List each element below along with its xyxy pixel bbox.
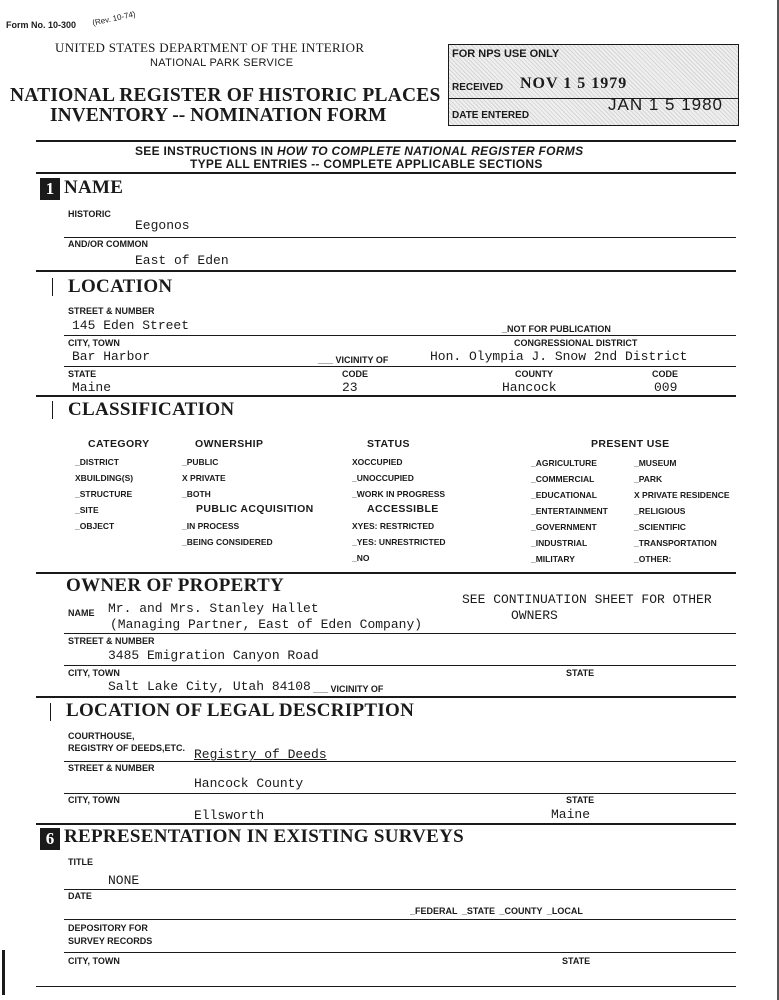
legal-street-label: STREET & NUMBER xyxy=(68,763,155,773)
category-option: _DISTRICT xyxy=(75,457,119,467)
ownership-heading: OWNERSHIP xyxy=(195,438,264,450)
section-rule xyxy=(36,270,736,272)
rule xyxy=(64,889,736,890)
county-label: COUNTY xyxy=(515,369,553,379)
survey-city-label: CITY, TOWN xyxy=(68,956,120,966)
historic-value: Eegonos xyxy=(135,218,190,233)
service-name: NATIONAL PARK SERVICE xyxy=(150,57,294,69)
owner-vicinity-of: ___ VICINITY OF xyxy=(313,684,384,694)
category-option: XBUILDING(S) xyxy=(75,473,134,483)
section-title-name: NAME xyxy=(64,177,124,198)
accessible-option: _NO xyxy=(352,553,370,563)
section-number-1: 1 xyxy=(40,178,60,200)
use-option: _PARK xyxy=(634,474,663,484)
vicinity-of: ___ VICINITY OF xyxy=(318,355,389,365)
owner-street-label: STREET & NUMBER xyxy=(68,636,155,646)
ownership-option: _BOTH xyxy=(182,489,211,499)
section-title-owner: OWNER OF PROPERTY xyxy=(66,575,285,596)
form-revision: (Rev. 10-74) xyxy=(91,9,137,28)
depository-label: DEPOSITORY FOR xyxy=(68,923,148,933)
historic-label: HISTORIC xyxy=(68,209,111,219)
use-option: _AGRICULTURE xyxy=(531,458,597,468)
acquisition-option: _BEING CONSIDERED xyxy=(182,537,273,547)
survey-records-label: SURVEY RECORDS xyxy=(68,936,153,946)
status-option: _UNOCCUPIED xyxy=(352,473,414,483)
status-option: XOCCUPIED xyxy=(352,457,403,467)
continuation-note-2: OWNERS xyxy=(511,608,558,623)
county-value: Hancock xyxy=(502,380,557,395)
survey-state-label: STATE xyxy=(562,956,591,966)
public-acquisition-heading: PUBLIC ACQUISITION xyxy=(196,503,314,515)
use-option: _EDUCATIONAL xyxy=(531,490,597,500)
section-rule xyxy=(36,823,736,825)
survey-date-label: DATE xyxy=(68,891,92,901)
legal-state-label: STATE xyxy=(566,795,595,805)
instructions-line-1: SEE INSTRUCTIONS IN HOW TO COMPLETE NATIONAL REGISTER FORMS xyxy=(135,144,584,158)
use-option: _COMMERCIAL xyxy=(531,474,595,484)
section-rule xyxy=(36,572,736,574)
use-option: _MUSEUM xyxy=(634,458,677,468)
form-number: Form No. 10-300 xyxy=(6,20,77,30)
rule xyxy=(64,366,736,367)
use-option: _GOVERNMENT xyxy=(531,522,597,532)
county-code-label: CODE xyxy=(652,369,679,379)
state-value: Maine xyxy=(72,380,112,395)
state-label: STATE xyxy=(68,369,97,379)
header-rule xyxy=(36,140,736,142)
legal-state-value: Maine xyxy=(551,807,591,822)
date-entered-label: DATE ENTERED xyxy=(452,110,530,121)
category-heading: CATEGORY xyxy=(88,438,150,450)
use-option: _INDUSTRIAL xyxy=(531,538,588,548)
use-option: _RELIGIOUS xyxy=(634,506,686,516)
legal-city-label: CITY, TOWN xyxy=(68,795,120,805)
section-title-legal-description: LOCATION OF LEGAL DESCRIPTION xyxy=(66,700,415,721)
survey-levels: _FEDERAL _STATE _COUNTY _LOCAL xyxy=(410,906,583,916)
owner-state-label: STATE xyxy=(566,668,595,678)
registry-label: REGISTRY OF DEEDS,ETC. xyxy=(68,743,186,753)
street-value: 145 Eden Street xyxy=(72,318,190,333)
not-for-publication: _NOT FOR PUBLICATION xyxy=(502,324,611,334)
ownership-option: X PRIVATE xyxy=(182,473,226,483)
category-option: _OBJECT xyxy=(75,521,115,531)
section-rule xyxy=(36,395,736,397)
use-option: _MILITARY xyxy=(531,554,575,564)
common-name-label: AND/OR COMMON xyxy=(68,239,148,249)
section-marker xyxy=(52,278,53,296)
owner-name-value: Mr. and Mrs. Stanley Hallet xyxy=(108,601,319,616)
received-stamp: NOV 1 5 1979 xyxy=(520,75,628,92)
form-subtitle: INVENTORY -- NOMINATION FORM xyxy=(50,105,387,126)
rule xyxy=(64,633,736,634)
acquisition-option: _IN PROCESS xyxy=(182,521,240,531)
street-label: STREET & NUMBER xyxy=(68,306,155,316)
state-code-value: 23 xyxy=(342,380,358,395)
bottom-rule xyxy=(36,986,736,987)
owner-city-value: Salt Lake City, Utah 84108 xyxy=(108,679,311,694)
section-number-6: 6 xyxy=(40,828,60,850)
owner-street-value: 3485 Emigration Canyon Road xyxy=(108,648,319,663)
use-option: _TRANSPORTATION xyxy=(634,538,717,548)
use-option: X PRIVATE RESIDENCE xyxy=(634,490,730,500)
status-heading: STATUS xyxy=(367,438,410,450)
status-option: _WORK IN PROGRESS xyxy=(352,489,446,499)
received-label: RECEIVED xyxy=(452,82,504,93)
scan-edge-mark xyxy=(2,950,5,995)
instructions-line-2: TYPE ALL ENTRIES -- COMPLETE APPLICABLE SECTIONS xyxy=(190,157,543,171)
form-title: NATIONAL REGISTER OF HISTORIC PLACES xyxy=(10,85,441,106)
present-use-heading: PRESENT USE xyxy=(591,438,670,450)
survey-title-label: TITLE xyxy=(68,857,93,867)
legal-street-value: Hancock County xyxy=(194,776,304,791)
state-code-label: CODE xyxy=(342,369,369,379)
courthouse-value: Registry of Deeds xyxy=(194,747,327,762)
ownership-option: _PUBLIC xyxy=(182,457,219,467)
survey-title-value: NONE xyxy=(108,873,140,888)
use-option: _SCIENTIFIC xyxy=(634,522,686,532)
nps-use-title: FOR NPS USE ONLY xyxy=(452,48,560,60)
common-name-value: East of Eden xyxy=(135,253,229,268)
section-title-classification: CLASSIFICATION xyxy=(68,399,235,420)
congressional-district-value: Hon. Olympia J. Snow 2nd District xyxy=(430,349,688,364)
section-title-location: LOCATION xyxy=(68,276,173,297)
section-title-surveys: REPRESENTATION IN EXISTING SURVEYS xyxy=(64,826,465,847)
use-option: _OTHER: xyxy=(634,554,672,564)
legal-city-value: Ellsworth xyxy=(194,808,265,823)
owner-city-label: CITY, TOWN xyxy=(68,668,120,678)
rule xyxy=(64,919,736,920)
instructions-rule xyxy=(36,172,736,174)
rule xyxy=(64,335,736,336)
courthouse-label: COURTHOUSE, xyxy=(68,731,135,741)
continuation-note: SEE CONTINUATION SHEET FOR OTHER xyxy=(462,592,712,607)
use-option: _ENTERTAINMENT xyxy=(531,506,608,516)
city-value: Bar Harbor xyxy=(72,349,151,364)
owner-name-value-2: (Managing Partner, East of Eden Company) xyxy=(110,617,423,632)
nps-divider xyxy=(448,98,739,99)
rule xyxy=(64,793,736,794)
date-entered-stamp: JAN 1 5 1980 xyxy=(608,95,724,114)
rule xyxy=(64,761,736,762)
city-label: CITY, TOWN xyxy=(68,338,120,348)
accessible-heading: ACCESSIBLE xyxy=(367,503,439,515)
category-option: _STRUCTURE xyxy=(75,489,133,499)
accessible-option: XYES: RESTRICTED xyxy=(352,521,435,531)
congressional-district-label: CONGRESSIONAL DISTRICT xyxy=(514,338,638,348)
county-code-value: 009 xyxy=(654,380,678,395)
category-option: _SITE xyxy=(75,505,99,515)
section-marker xyxy=(52,401,53,419)
rule xyxy=(64,665,736,666)
rule xyxy=(64,952,736,953)
section-rule xyxy=(36,696,736,698)
department-name: UNITED STATES DEPARTMENT OF THE INTERIOR xyxy=(55,40,365,55)
rule xyxy=(64,237,736,238)
accessible-option: _YES: UNRESTRICTED xyxy=(352,537,446,547)
section-marker xyxy=(50,703,51,721)
owner-name-label: NAME xyxy=(68,608,95,618)
